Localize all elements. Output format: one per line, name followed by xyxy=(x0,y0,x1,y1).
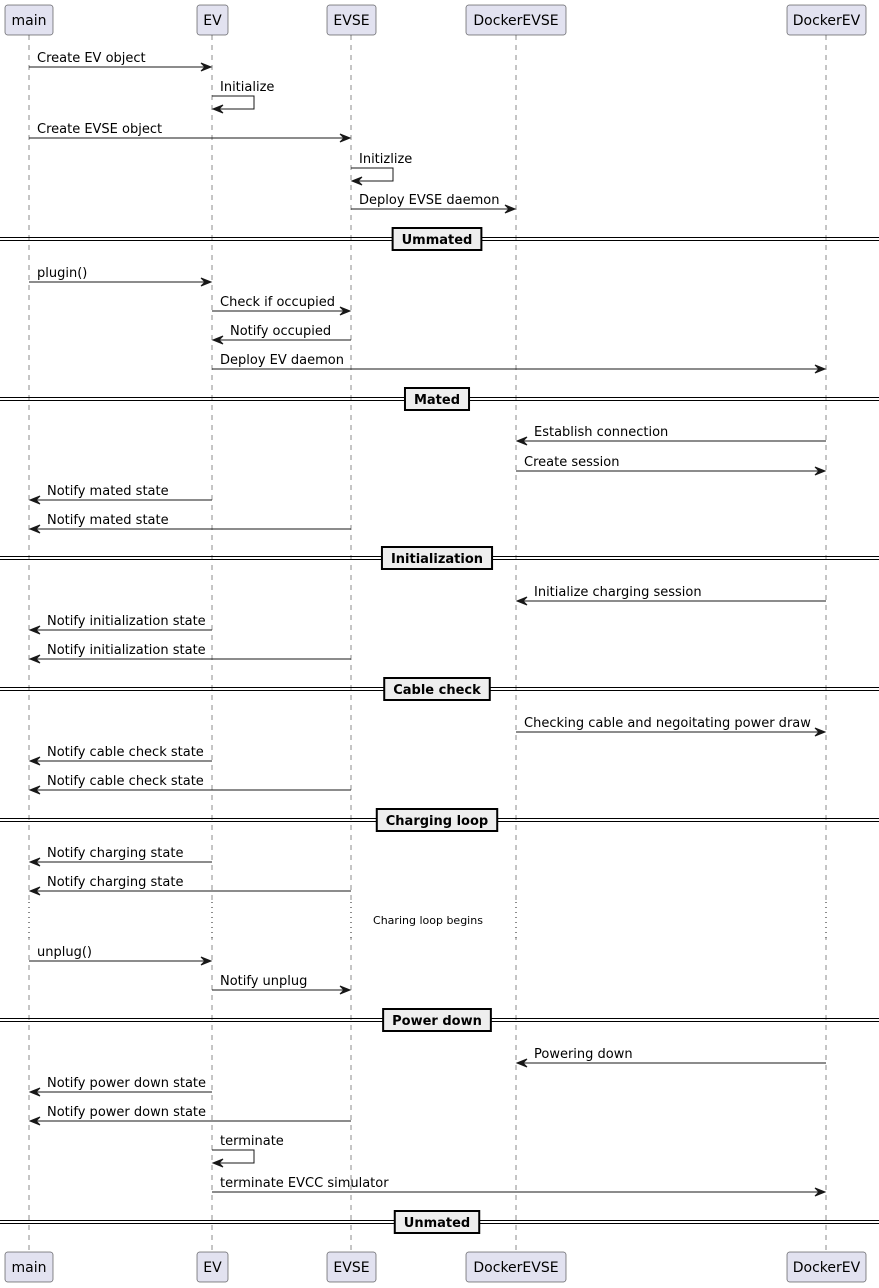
message-label: Notify unplug xyxy=(220,974,308,989)
message-label: Create session xyxy=(524,455,620,470)
self-message-initialize xyxy=(212,80,274,113)
participant-label: DockerEV xyxy=(792,13,861,29)
message-terminate-evcc-simulator xyxy=(212,1176,825,1196)
divider-label: Ummated xyxy=(401,233,473,248)
message-label: Initialize charging session xyxy=(534,585,702,600)
self-message-label: terminate xyxy=(220,1134,284,1149)
divider-label: Cable check xyxy=(393,683,481,698)
message-notify-charging-state xyxy=(30,846,212,866)
message-label: Notify cable check state xyxy=(47,774,204,789)
participant-main-bottom xyxy=(5,1252,53,1282)
self-message-label: Initizlize xyxy=(359,152,413,167)
participant-evse-top xyxy=(327,5,376,35)
message-create-ev-object xyxy=(29,51,211,71)
message-label: Notify power down state xyxy=(47,1105,207,1120)
message-check-if-occupied xyxy=(212,295,350,315)
message-notify-mated-state xyxy=(30,513,351,533)
message-label: Notify charging state xyxy=(47,846,184,861)
message-label: Notify mated state xyxy=(47,484,169,499)
participant-label: EV xyxy=(203,1260,222,1276)
message-label: Create EVSE object xyxy=(37,122,163,137)
participant-label: main xyxy=(11,1260,47,1276)
participant-main-top xyxy=(5,5,53,35)
message-notify-initialization-state xyxy=(30,614,212,634)
message-create-session xyxy=(516,455,825,475)
divider-initialization xyxy=(0,547,879,569)
participant-evse-bottom xyxy=(327,1252,376,1282)
message-label: Deploy EVSE daemon xyxy=(359,193,500,208)
message-deploy-ev-daemon xyxy=(212,353,825,373)
message-label: Notify charging state xyxy=(47,875,184,890)
message-create-evse-object xyxy=(29,122,350,142)
divider-unmated xyxy=(0,1211,879,1233)
message-notify-mated-state xyxy=(30,484,212,504)
self-message-terminate xyxy=(212,1134,284,1167)
participant-dockerev-bottom xyxy=(787,1252,866,1282)
events xyxy=(0,51,879,1233)
divider-ummated xyxy=(0,228,879,250)
divider-mated xyxy=(0,388,879,410)
message-label: Notify initialization state xyxy=(47,614,206,629)
participant-dockerevse-top xyxy=(466,5,566,35)
message-label: Establish connection xyxy=(534,425,669,440)
message-label: Notify occupied xyxy=(230,324,332,339)
message-label: Notify initialization state xyxy=(47,643,206,658)
participant-ev-bottom xyxy=(197,1252,228,1282)
message-plugin xyxy=(29,266,211,286)
divider-label: Initialization xyxy=(390,552,484,567)
message-label: terminate EVCC simulator xyxy=(220,1176,389,1191)
message-initialize-charging-session xyxy=(517,585,826,605)
self-message-label: Initialize xyxy=(220,80,275,95)
message-label: Powering down xyxy=(534,1047,633,1062)
self-message-initizlize xyxy=(351,152,412,185)
divider-label: Power down xyxy=(392,1014,482,1029)
divider-label: Mated xyxy=(413,393,461,408)
participant-label: EV xyxy=(203,13,222,29)
message-label: Deploy EV daemon xyxy=(220,353,344,368)
divider-label: Unmated xyxy=(403,1216,471,1231)
participant-ev-top xyxy=(197,5,228,35)
message-notify-initialization-state xyxy=(30,643,351,663)
participant-label: DockerEVSE xyxy=(473,13,559,29)
message-label: Notify cable check state xyxy=(47,745,204,760)
participant-dockerev-top xyxy=(787,5,866,35)
message-notify-unplug xyxy=(212,974,350,994)
participant-dockerevse-bottom xyxy=(466,1252,566,1282)
participant-label: EVSE xyxy=(333,13,370,29)
message-checking-cable-and-negoitating-power-draw xyxy=(516,716,825,736)
participant-label: main xyxy=(11,13,47,29)
delay-charing-loop-begins xyxy=(373,914,483,927)
message-establish-connection xyxy=(517,425,826,445)
divider-power-down xyxy=(0,1009,879,1031)
message-notify-power-down-state xyxy=(30,1105,351,1125)
message-unplug xyxy=(29,945,211,965)
message-notify-occupied xyxy=(213,324,351,344)
participant-label: DockerEV xyxy=(792,1260,861,1276)
divider-charging-loop xyxy=(0,809,879,831)
message-deploy-evse-daemon xyxy=(351,193,515,213)
message-notify-cable-check-state xyxy=(30,745,212,765)
message-label: Check if occupied xyxy=(220,295,336,310)
delay-label: Charing loop begins xyxy=(373,914,483,927)
participant-label: EVSE xyxy=(333,1260,370,1276)
message-notify-charging-state xyxy=(30,875,351,895)
message-label: Create EV object xyxy=(37,51,146,66)
divider-label: Charging loop xyxy=(385,814,489,829)
message-label: Notify mated state xyxy=(47,513,169,528)
participant-label: DockerEVSE xyxy=(473,1260,559,1276)
message-label: Checking cable and negoitating power draw xyxy=(524,716,811,731)
divider-cable-check xyxy=(0,678,879,700)
message-label: unplug() xyxy=(37,945,92,960)
message-label: Notify power down state xyxy=(47,1076,207,1091)
message-label: plugin() xyxy=(37,266,88,281)
message-notify-cable-check-state xyxy=(30,774,351,794)
message-powering-down xyxy=(517,1047,826,1067)
message-notify-power-down-state xyxy=(30,1076,212,1096)
